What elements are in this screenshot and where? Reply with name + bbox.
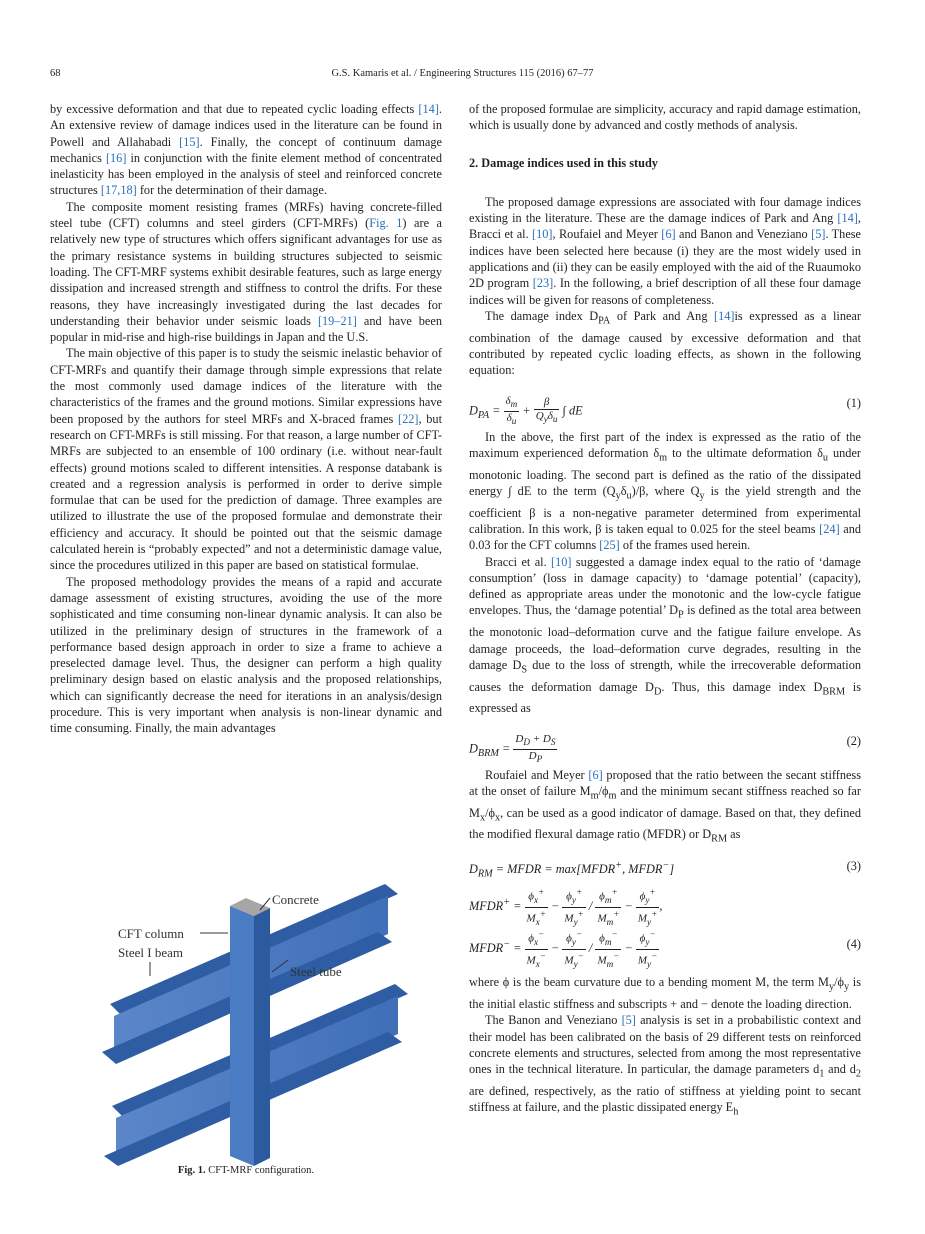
label-steel-beam: Steel I beam [118,945,183,960]
running-title: G.S. Kamaris et al. / Engineering Structures 115 (2016) 67–77 [331,68,594,79]
cft-column [230,898,270,1166]
citation-link[interactable]: [5] [621,1013,636,1028]
citation-link[interactable]: [22] [398,411,419,426]
label-concrete: Concrete [272,892,319,907]
equation-1: $D_{PA}$ = $\frac{\delta_m}{\delta_u}$ + $\frac{\beta}{Q_y\delta_u}$ ∫ dE (1) [469,394,861,426]
paragraph: In the above, the first part of the index is expressed as the ratio of the maximum experienced deformation $\delta_m$ to the ultimate deformation $\delta_u$ under monotonic loading. The second part is defined as the ratio of the dissipated energy ∫ dE to the term $(Q_y\delta_u)/\beta$, where $Q_y$ is the yield strength and the coefficient β is a non-negative parameter determined from experimental calibration. In this work, β is taken equal to 0.025 for the steel beams [24] and 0.03 for the CFT columns [25] of the frames used herein. [469,429,862,553]
citation-link[interactable]: [14] [837,211,858,226]
citation-link[interactable]: [6] [661,227,676,242]
citation-link[interactable]: [10] [551,554,572,569]
paragraph: The composite moment resisting frames (MRFs) having concrete-filled steel tube (CFT) columns and steel girders (CFT-MRFs) (Fig. 1) are a relatively new type of structures which offers significant advantages for use as the primary resistance systems in building structures subjected to seismic loading. The CFT-MRF systems exhibit desirable features, such as large energy dissipation and increased strength and stiffness to control the drifts. For these reasons, they have increasingly investigated during the last decades for understanding their behavior under seismic loads [19–21] and have been popular in mid-rise and high-rise buildings in Japan and the U.S. [50,199,443,345]
citation-link[interactable]: [16] [105,150,127,165]
paragraph: by excessive deformation and that due to repeated cyclic loading effects [14]. An extensive review of damage indices used in the literature can be found in Powell and Allahabadi [15]. Finally, the concept of continuum damage mechanics [16] in conjunction with the finite element method of concentrated inelasticity has been employed in the analysis of steel and reinforced concrete structures [17,18] for the determination of their damage. [50,102,442,198]
citation-link[interactable]: [23] [532,276,554,291]
paragraph: of the proposed formulae are simplicity, accuracy and rapid damage estimation, which is usually done by advanced and costly methods of analysis. [469,102,861,133]
figure-link[interactable]: Fig. 1 [369,216,403,231]
equation-2: $D_{BRM}$ = $\frac{D_D + D_S}{D_P}$ (2) [469,732,861,764]
citation-link[interactable]: [14] [418,102,439,116]
citation-link[interactable]: [15] [179,134,200,149]
paragraph: where ϕ is the beam curvature due to a bending moment M, the term $M_y/\phi_y$ is the initial elastic stiffness and subscripts + and − denote the loading direction. [469,975,861,1011]
equation-3: $D_{RM}$ = MFDR = max[MFDR+, MFDR−] (3) [469,859,861,880]
equation-4: MFDR+ = $\frac{\phi_x^+}{M_x^+}$ − $\frac{\phi_y^+}{M_y^+}$ / $\frac{\phi_m^+}{M_m^+}$ − $\frac{\phi_y^+}{M_y^+}$ , MFDR− = $\frac{\phi_x^-}{M_x^-}$ − $\frac{\phi_y^-}{M_y^-}$ / $\frac{\phi_m^-}{M_m^-}$ − $\frac{\phi_y^-}{M_y^-}$ (4) [469,887,861,969]
section-heading: 2. Damage indices used in this study [469,155,658,170]
citation-link[interactable]: [17,18] [100,183,137,198]
left-column [50,101,442,737]
citation-link[interactable]: [24] [819,522,840,536]
figure-cft-mrf [50,876,442,1166]
paragraph: The proposed damage expressions are associated with four damage indices existing in the literature. These are the damage indices of Park and Ang [14], Bracci et al. [10], Roufaiel and Meyer [6] and Banon and Veneziano [5]. These indices have been selected here because (i) they are the most widely used in applications and (ii) they can be easily employed with the aid of the Ruaumoko 2D program [23]. In the following, a brief description of all these four damage indices will be given for reasons of completeness. [469,194,862,307]
label-steel-tube: Steel tube [290,964,342,979]
paragraph: Roufaiel and Meyer [6] proposed that the ratio between the secant stiffness at the onset of failure $M_m/\phi_m$ and the minimum secant stiffness reached so far $M_x/\phi_x$, can be used as a good indicator of damage. Based on that, they defined the modified flexural damage ratio (MFDR) or $D_{RM}$ as [469,767,862,845]
figure-caption: Fig. 1. CFT-MRF configuration. [177,1165,315,1176]
citation-link[interactable]: [6] [588,767,603,782]
page-number: 68 [50,68,61,79]
paragraph: Bracci et al. [10] suggested a damage index equal to the ratio of ‘damage consumption’ (loss in damage capacity) to ‘damage potential’ (capacity), defined as appropriate areas under the monotonic and the low-cycle fatigue envelopes. Thus, the ‘damage potential’ $D_P$ is defined as the total area between the monotonic load–deformation curve and the fatigue failure envelope. As damage proceeds, the load–deformation curve degrades, resulting in the damage $D_S$ due to the loss of strength, while the irrecoverable deformation causes the deformation damage $D_D$. Thus, this damage index $D_{BRM}$ is expressed as [469,554,862,716]
citation-link[interactable]: [14] [714,308,735,323]
right-column [469,101,861,1121]
cft-mrf-illustration [50,876,442,1166]
label-cft-column: CFT column [118,926,184,941]
citation-link[interactable]: [25] [599,538,620,553]
citation-link[interactable]: [5] [811,227,826,242]
citation-link[interactable]: [10] [532,227,553,242]
paragraph: The Banon and Veneziano [5] analysis is set in a probabilistic context and their model has been calibrated on the basis of 29 different tests on reinforced concrete elements and structures, selected from among the most representative ones in the technical literature. In particular, the damage parameters $d_1$ and $d_2$ are defined, respectively, as the ratio of stiffness at yielding point to secant stiffness at failure, and the plastic dissipated energy $E_h$ [469,1013,861,1118]
citation-link[interactable]: [19–21] [317,313,357,328]
paragraph: The main objective of this paper is to study the seismic inelastic behavior of CFT-MRFs and quantify their damage through simple expressions that relate the most commonly used damage indices of the literature with the characteristics of the frames and the ground motions. Similar expressions have been proposed by the authors for steel MRFs and X-braced frames [22], but research on CFT-MRFs is still missing. For that reason, a large number of CFT-MRFs are subjected to an ensemble of 100 ordinary (i.e. without near-fault effects) ground motions scaled to different intensities. A response databank is created and a regression analysis is performed in order to derive simple formulae that can be used for the prediction of damage. Three examples are utilized to illustrate the use of the proposed formulae and demonstrate their efficiency and accuracy. It should be pointed out that the seismic damage calculated herein is “probably expected” and not a deterministic damage value, since the procedures utilized in this paper are based on statistical formulae. [50,346,442,573]
paragraph: The damage index $D_{PA}$ of Park and Ang [14]is expressed as a linear combination of the damage caused by excessive deformation and that contributed by repeated cyclic loading effects, as shown in the following equation: [469,308,861,378]
paragraph: The proposed methodology provides the means of a rapid and accurate damage assessment of existing structures, avoiding the use of the more sophisticated and time consuming non-linear dynamic analysis. It can also be utilized in the preliminary design of structures in the framework of a performance based design approach in order to size a frame to achieve a preselected damage level. Thus, the designer can perform a high quality preliminary design based on elastic analysis and the proposed relationships, which can significantly decrease the need for iterations in an analysis/design procedure. This is very important when analysis is non-linear dynamic and time consuming. Finally, the main advantages [50,574,442,736]
